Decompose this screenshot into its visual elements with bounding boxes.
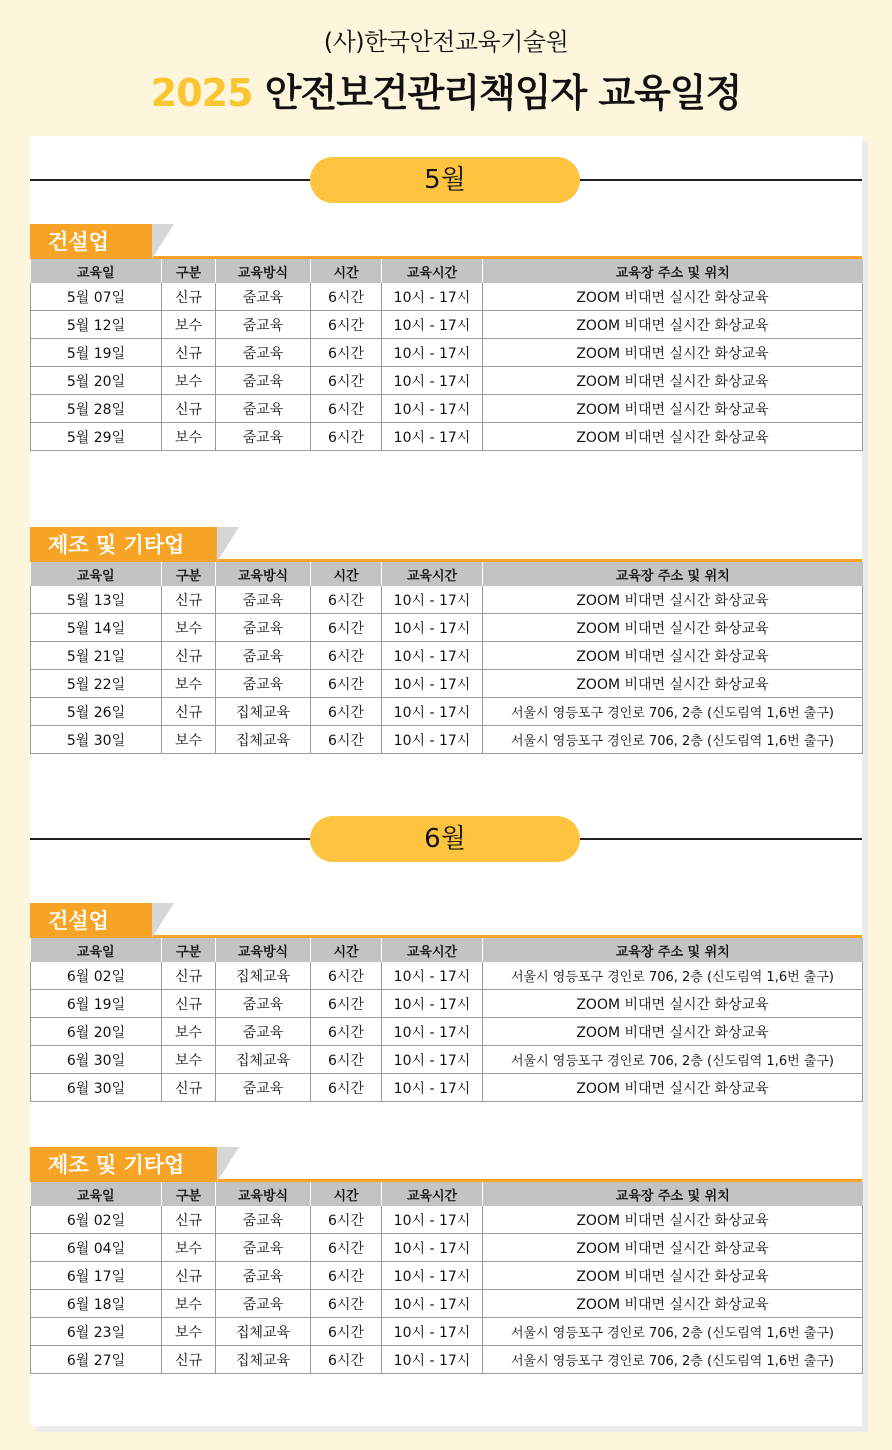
col-method: 줌교육 (216, 1234, 311, 1262)
col-location: 서울시 영등포구 경인로 706, 2층 (신도림역 1,6번 출구) (483, 1318, 863, 1346)
section-june-construction (30, 903, 862, 1102)
col-location: 서울시 영등포구 경인로 706, 2층 (신도림역 1,6번 출구) (483, 698, 863, 726)
col-type: 보수 (162, 1018, 216, 1046)
col-type: 보수 (162, 367, 216, 395)
col-hours: 6시간 (311, 311, 382, 339)
section-may-manufacturing (30, 527, 862, 754)
org-name: (사)한국안전교육기술원 (323, 28, 569, 56)
col-method: 집체교육 (216, 726, 311, 754)
col-location: ZOOM 비대면 실시간 화상교육 (483, 395, 863, 423)
table-row (31, 1206, 863, 1234)
col-location: ZOOM 비대면 실시간 화상교육 (483, 1018, 863, 1046)
col-time: 10시 - 17시 (382, 670, 483, 698)
col-date: 5월 28일 (31, 395, 162, 423)
category-label: 제조 및 기타업 (48, 1153, 185, 1177)
table-row (31, 423, 863, 451)
section-june-manufacturing (30, 1147, 862, 1374)
col-hours: 6시간 (311, 367, 382, 395)
column-header-date: 교육일 (31, 562, 162, 586)
col-date: 5월 07일 (31, 283, 162, 311)
category-tab (30, 224, 152, 259)
col-method: 집체교육 (216, 1318, 311, 1346)
col-hours: 6시간 (311, 726, 382, 754)
col-time: 10시 - 17시 (382, 614, 483, 642)
col-time: 10시 - 17시 (382, 311, 483, 339)
column-header-type: 구분 (162, 259, 216, 283)
col-type: 보수 (162, 1318, 216, 1346)
column-header-hours: 시간 (311, 259, 382, 283)
col-location: ZOOM 비대면 실시간 화상교육 (483, 1234, 863, 1262)
col-hours: 6시간 (311, 1234, 382, 1262)
column-header-location: 교육장 주소 및 위치 (483, 562, 863, 586)
col-type: 보수 (162, 1234, 216, 1262)
col-method: 줌교육 (216, 311, 311, 339)
column-header-location: 교육장 주소 및 위치 (483, 938, 863, 962)
col-date: 6월 02일 (31, 962, 162, 990)
col-time: 10시 - 17시 (382, 1206, 483, 1234)
column-header-type: 구분 (162, 562, 216, 586)
col-location: ZOOM 비대면 실시간 화상교육 (483, 311, 863, 339)
col-location: ZOOM 비대면 실시간 화상교육 (483, 283, 863, 311)
col-location: ZOOM 비대면 실시간 화상교육 (483, 1074, 863, 1102)
month-label: 5월 (310, 157, 580, 203)
col-hours: 6시간 (311, 423, 382, 451)
col-hours: 6시간 (311, 1346, 382, 1374)
col-location: ZOOM 비대면 실시간 화상교육 (483, 339, 863, 367)
col-type: 보수 (162, 423, 216, 451)
col-hours: 6시간 (311, 1074, 382, 1102)
col-time: 10시 - 17시 (382, 1046, 483, 1074)
col-type: 신규 (162, 586, 216, 614)
col-hours: 6시간 (311, 1290, 382, 1318)
col-date: 5월 29일 (31, 423, 162, 451)
col-method: 줌교육 (216, 367, 311, 395)
col-type: 보수 (162, 670, 216, 698)
col-hours: 6시간 (311, 283, 382, 311)
col-date: 5월 12일 (31, 311, 162, 339)
col-hours: 6시간 (311, 990, 382, 1018)
col-location: ZOOM 비대면 실시간 화상교육 (483, 1206, 863, 1234)
col-type: 신규 (162, 1074, 216, 1102)
column-header-method: 교육방식 (216, 259, 311, 283)
col-hours: 6시간 (311, 698, 382, 726)
col-date: 5월 22일 (31, 670, 162, 698)
col-time: 10시 - 17시 (382, 283, 483, 311)
column-header-time: 교육시간 (382, 562, 483, 586)
col-type: 신규 (162, 962, 216, 990)
column-header-time: 교육시간 (382, 259, 483, 283)
col-method: 줌교육 (216, 283, 311, 311)
column-header-hours: 시간 (311, 938, 382, 962)
col-type: 보수 (162, 614, 216, 642)
schedule-table (30, 1182, 863, 1374)
tab-fold-shape (152, 903, 174, 938)
schedule-table (30, 562, 863, 754)
column-header-method: 교육방식 (216, 562, 311, 586)
col-type: 신규 (162, 1346, 216, 1374)
column-header-date: 교육일 (31, 259, 162, 283)
tab-fold-shape (217, 527, 239, 562)
col-type: 신규 (162, 339, 216, 367)
table-row (31, 990, 863, 1018)
col-date: 6월 23일 (31, 1318, 162, 1346)
col-time: 10시 - 17시 (382, 1234, 483, 1262)
column-header-time: 교육시간 (382, 1182, 483, 1206)
column-header-type: 구분 (162, 1182, 216, 1206)
col-method: 줌교육 (216, 586, 311, 614)
col-date: 6월 30일 (31, 1074, 162, 1102)
col-time: 10시 - 17시 (382, 642, 483, 670)
category-header (30, 527, 862, 562)
col-method: 줌교육 (216, 614, 311, 642)
category-header (30, 1147, 862, 1182)
category-label: 건설업 (48, 909, 109, 933)
col-date: 6월 17일 (31, 1262, 162, 1290)
col-time: 10시 - 17시 (382, 1018, 483, 1046)
tab-fold-shape (217, 1147, 239, 1182)
col-location: ZOOM 비대면 실시간 화상교육 (483, 586, 863, 614)
category-label: 건설업 (48, 230, 109, 254)
col-location: 서울시 영등포구 경인로 706, 2층 (신도림역 1,6번 출구) (483, 726, 863, 754)
col-method: 줌교육 (216, 670, 311, 698)
col-time: 10시 - 17시 (382, 423, 483, 451)
col-method: 집체교육 (216, 1046, 311, 1074)
col-date: 5월 30일 (31, 726, 162, 754)
table-row (31, 586, 863, 614)
section-may-construction (30, 224, 862, 451)
col-date: 5월 14일 (31, 614, 162, 642)
col-method: 집체교육 (216, 698, 311, 726)
col-time: 10시 - 17시 (382, 1346, 483, 1374)
col-time: 10시 - 17시 (382, 586, 483, 614)
month-header-may (30, 157, 862, 203)
table-row (31, 311, 863, 339)
column-header-date: 교육일 (31, 938, 162, 962)
column-header-location: 교육장 주소 및 위치 (483, 1182, 863, 1206)
category-tab (30, 1147, 217, 1182)
tab-fold-shape (152, 224, 174, 259)
table-row (31, 1074, 863, 1102)
col-location: ZOOM 비대면 실시간 화상교육 (483, 1262, 863, 1290)
table-row (31, 726, 863, 754)
col-time: 10시 - 17시 (382, 1074, 483, 1102)
table-row (31, 283, 863, 311)
col-location: 서울시 영등포구 경인로 706, 2층 (신도림역 1,6번 출구) (483, 1346, 863, 1374)
col-method: 줌교육 (216, 642, 311, 670)
col-time: 10시 - 17시 (382, 339, 483, 367)
col-type: 신규 (162, 698, 216, 726)
col-date: 6월 30일 (31, 1046, 162, 1074)
col-hours: 6시간 (311, 670, 382, 698)
column-header-method: 교육방식 (216, 938, 311, 962)
schedule-table (30, 259, 863, 451)
col-time: 10시 - 17시 (382, 990, 483, 1018)
col-date: 6월 20일 (31, 1018, 162, 1046)
col-date: 6월 18일 (31, 1290, 162, 1318)
col-method: 줌교육 (216, 423, 311, 451)
col-method: 줌교육 (216, 1206, 311, 1234)
col-type: 보수 (162, 1046, 216, 1074)
table-row (31, 642, 863, 670)
table-row (31, 698, 863, 726)
col-time: 10시 - 17시 (382, 1290, 483, 1318)
month-label: 6월 (310, 816, 580, 862)
table-header-row (31, 1182, 863, 1206)
col-hours: 6시간 (311, 586, 382, 614)
table-header-row (31, 938, 863, 962)
title-text: 안전보건관리책임자 교육일정 (264, 71, 742, 115)
category-tab (30, 903, 152, 938)
column-header-location: 교육장 주소 및 위치 (483, 259, 863, 283)
col-method: 줌교육 (216, 339, 311, 367)
table-row (31, 1346, 863, 1374)
col-hours: 6시간 (311, 1318, 382, 1346)
col-method: 줌교육 (216, 1018, 311, 1046)
col-method: 줌교육 (216, 1074, 311, 1102)
col-type: 신규 (162, 1262, 216, 1290)
col-type: 신규 (162, 990, 216, 1018)
table-row (31, 1046, 863, 1074)
table-row (31, 670, 863, 698)
category-header (30, 903, 862, 938)
col-hours: 6시간 (311, 1046, 382, 1074)
title-year: 2025 (150, 71, 253, 115)
col-type: 신규 (162, 395, 216, 423)
col-location: 서울시 영등포구 경인로 706, 2층 (신도림역 1,6번 출구) (483, 1046, 863, 1074)
category-header (30, 224, 862, 259)
col-date: 5월 21일 (31, 642, 162, 670)
col-type: 신규 (162, 1206, 216, 1234)
col-type: 보수 (162, 726, 216, 754)
table-header-row (31, 562, 863, 586)
col-date: 6월 04일 (31, 1234, 162, 1262)
col-time: 10시 - 17시 (382, 395, 483, 423)
col-location: ZOOM 비대면 실시간 화상교육 (483, 423, 863, 451)
schedule-table (30, 938, 863, 1102)
col-hours: 6시간 (311, 395, 382, 423)
column-header-time: 교육시간 (382, 938, 483, 962)
table-row (31, 339, 863, 367)
col-method: 줌교육 (216, 1262, 311, 1290)
col-date: 6월 02일 (31, 1206, 162, 1234)
table-row (31, 395, 863, 423)
col-date: 5월 13일 (31, 586, 162, 614)
col-type: 보수 (162, 311, 216, 339)
month-header-june (30, 816, 862, 862)
table-row (31, 1318, 863, 1346)
col-time: 10시 - 17시 (382, 698, 483, 726)
col-date: 6월 19일 (31, 990, 162, 1018)
page-title (0, 62, 892, 117)
table-row (31, 1018, 863, 1046)
schedule-card (30, 136, 862, 1426)
column-header-type: 구분 (162, 938, 216, 962)
col-time: 10시 - 17시 (382, 962, 483, 990)
column-header-hours: 시간 (311, 562, 382, 586)
col-method: 줌교육 (216, 990, 311, 1018)
col-date: 5월 19일 (31, 339, 162, 367)
col-location: ZOOM 비대면 실시간 화상교육 (483, 990, 863, 1018)
col-date: 5월 26일 (31, 698, 162, 726)
col-type: 신규 (162, 283, 216, 311)
col-method: 줌교육 (216, 1290, 311, 1318)
col-type: 신규 (162, 642, 216, 670)
column-header-hours: 시간 (311, 1182, 382, 1206)
col-time: 10시 - 17시 (382, 1262, 483, 1290)
column-header-method: 교육방식 (216, 1182, 311, 1206)
col-location: ZOOM 비대면 실시간 화상교육 (483, 642, 863, 670)
col-time: 10시 - 17시 (382, 367, 483, 395)
column-header-date: 교육일 (31, 1182, 162, 1206)
col-location: ZOOM 비대면 실시간 화상교육 (483, 670, 863, 698)
col-hours: 6시간 (311, 339, 382, 367)
col-hours: 6시간 (311, 1262, 382, 1290)
table-header-row (31, 259, 863, 283)
col-method: 집체교육 (216, 962, 311, 990)
col-hours: 6시간 (311, 642, 382, 670)
col-date: 5월 20일 (31, 367, 162, 395)
col-method: 줌교육 (216, 395, 311, 423)
col-location: ZOOM 비대면 실시간 화상교육 (483, 367, 863, 395)
col-time: 10시 - 17시 (382, 726, 483, 754)
col-location: 서울시 영등포구 경인로 706, 2층 (신도림역 1,6번 출구) (483, 962, 863, 990)
col-location: ZOOM 비대면 실시간 화상교육 (483, 1290, 863, 1318)
table-row (31, 962, 863, 990)
col-hours: 6시간 (311, 962, 382, 990)
col-hours: 6시간 (311, 1018, 382, 1046)
col-time: 10시 - 17시 (382, 1318, 483, 1346)
table-row (31, 1234, 863, 1262)
table-row (31, 367, 863, 395)
table-row (31, 614, 863, 642)
col-hours: 6시간 (311, 614, 382, 642)
col-hours: 6시간 (311, 1206, 382, 1234)
col-method: 집체교육 (216, 1346, 311, 1374)
col-location: ZOOM 비대면 실시간 화상교육 (483, 614, 863, 642)
category-tab (30, 527, 217, 562)
col-date: 6월 27일 (31, 1346, 162, 1374)
col-type: 보수 (162, 1290, 216, 1318)
table-row (31, 1262, 863, 1290)
category-label: 제조 및 기타업 (48, 533, 185, 557)
table-row (31, 1290, 863, 1318)
